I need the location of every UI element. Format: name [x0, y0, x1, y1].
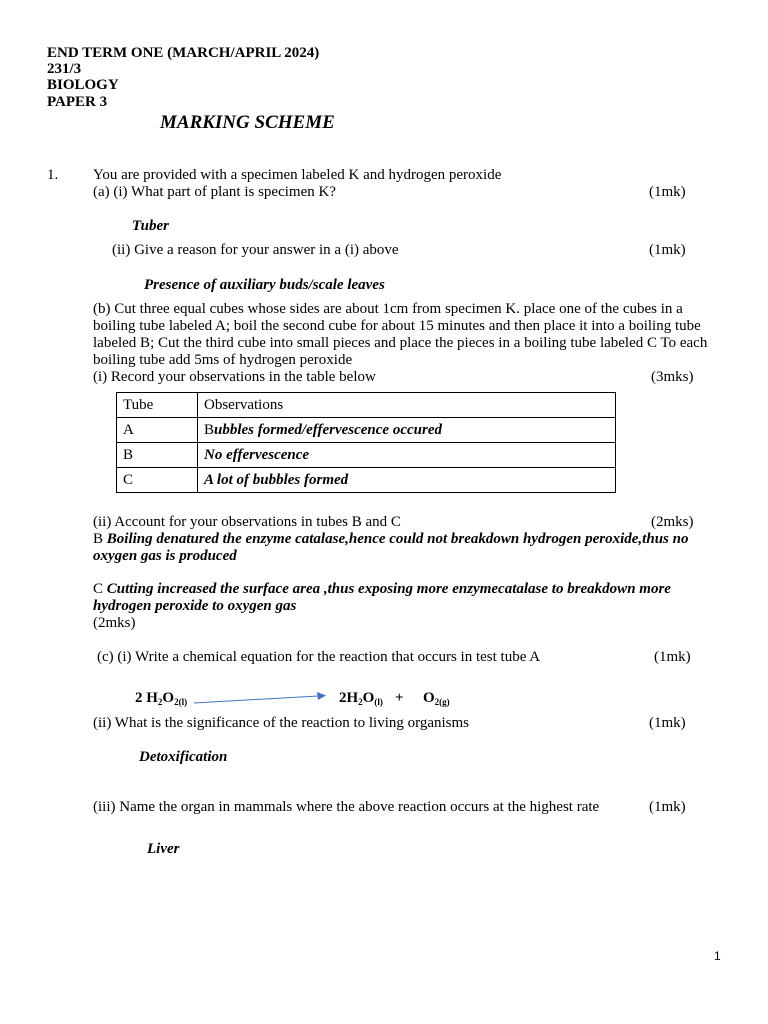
marks-c-i: (1mk) — [654, 649, 691, 665]
exam-title-line: END TERM ONE (MARCH/APRIL 2024) — [47, 45, 320, 61]
subject: BIOLOGY — [47, 77, 119, 93]
table-header-cell: Tube — [117, 393, 198, 418]
question-number: 1. — [47, 167, 59, 183]
observation-cell — [198, 443, 616, 468]
observation-cell — [198, 418, 616, 443]
paper-number: PAPER 3 — [47, 94, 108, 110]
table-row — [117, 418, 616, 443]
table-row — [117, 443, 616, 468]
answer-c-ii: Detoxification — [139, 749, 228, 765]
reaction-arrow-icon — [192, 690, 328, 706]
question-intro: You are provided with a specimen labeled K and hydrogen peroxide — [93, 167, 502, 183]
equation-product-water: $2H_2O_{(l)}$ — [339, 690, 383, 707]
answer-a-i: Tuber — [132, 218, 169, 234]
paper-code: 231/3 — [47, 61, 82, 77]
answer-label: C — [93, 581, 104, 597]
observations-table — [116, 392, 616, 493]
question-b-i: (i) Record your observations in the table below — [93, 369, 376, 385]
answer-b-ii-tube-c — [93, 581, 713, 615]
marks-b-i: (3mks) — [651, 369, 694, 385]
table-row — [117, 468, 616, 493]
observation-lead: B — [204, 421, 215, 438]
observation-text: No effervescence — [204, 446, 310, 463]
answer-text: Cutting increased the surface area ,thus exposing more enzymecatalase to breakdown more hydrogen peroxide to oxygen gas — [93, 581, 671, 614]
page-title: MARKING SCHEME — [160, 112, 335, 133]
table-header-row — [117, 393, 616, 418]
tube-cell: A — [117, 418, 198, 443]
observation-cell — [198, 468, 616, 493]
observation-text: A lot of bubbles formed — [204, 471, 349, 488]
marks-c-ii: (1mk) — [649, 715, 686, 731]
answer-b-ii-tube-b — [93, 531, 713, 565]
marks-a-i: (1mk) — [649, 184, 686, 200]
observation-text: ubbles formed/effervescence occured — [214, 421, 442, 438]
answer-a-ii: Presence of auxiliary buds/scale leaves — [144, 277, 385, 293]
question-a-i: (a) (i) What part of plant is specimen K? — [93, 184, 336, 200]
tube-cell: C — [117, 468, 198, 493]
marks-a-ii: (1mk) — [649, 242, 686, 258]
answer-label: B — [93, 531, 104, 547]
tube-cell: B — [117, 443, 198, 468]
arrow-head — [317, 692, 326, 700]
question-c-ii: (ii) What is the significance of the reaction to living organisms — [93, 715, 470, 731]
marks-b-ii: (2mks) — [651, 514, 694, 530]
answer-text: Boiling denatured the enzyme catalase,hence could not breakdown hydrogen peroxide,thus no oxygen gas is produced — [93, 531, 689, 564]
equation-plus: + — [395, 690, 404, 706]
page-number: 1 — [714, 949, 721, 963]
marks-c-iii: (1mk) — [649, 799, 686, 815]
question-b-ii: (ii) Account for your observations in tubes B and C — [93, 514, 401, 530]
question-a-ii: (ii) Give a reason for your answer in a (i) above — [112, 242, 399, 258]
arrow-line — [194, 696, 318, 703]
question-c-i: (c) (i) Write a chemical equation for the reaction that occurs in test tube A — [97, 649, 541, 665]
question-b-instructions: (b) Cut three equal cubes whose sides are about 1cm from specimen K. place one of the cubes in a boiling tube labeled A; boil the second cube for about 15 minutes and then place it into a boiling tube labeled B; Cut the third cube into small pieces and place the pieces in a boiling tube labeled C To each boiling tube add 5ms of hydrogen peroxide — [93, 301, 708, 368]
question-c-iii: (iii) Name the organ in mammals where the above reaction occurs at the highest rate — [93, 799, 600, 815]
marks-b-ii-c: (2mks) — [93, 615, 136, 631]
equation-reactant: 2 $H_2O_{2(l)}$ — [135, 690, 188, 707]
answer-c-iii: Liver — [147, 841, 180, 857]
table-header-cell: Observations — [198, 393, 616, 418]
equation-product-oxygen: $O_{2(g)}$ — [423, 690, 450, 707]
